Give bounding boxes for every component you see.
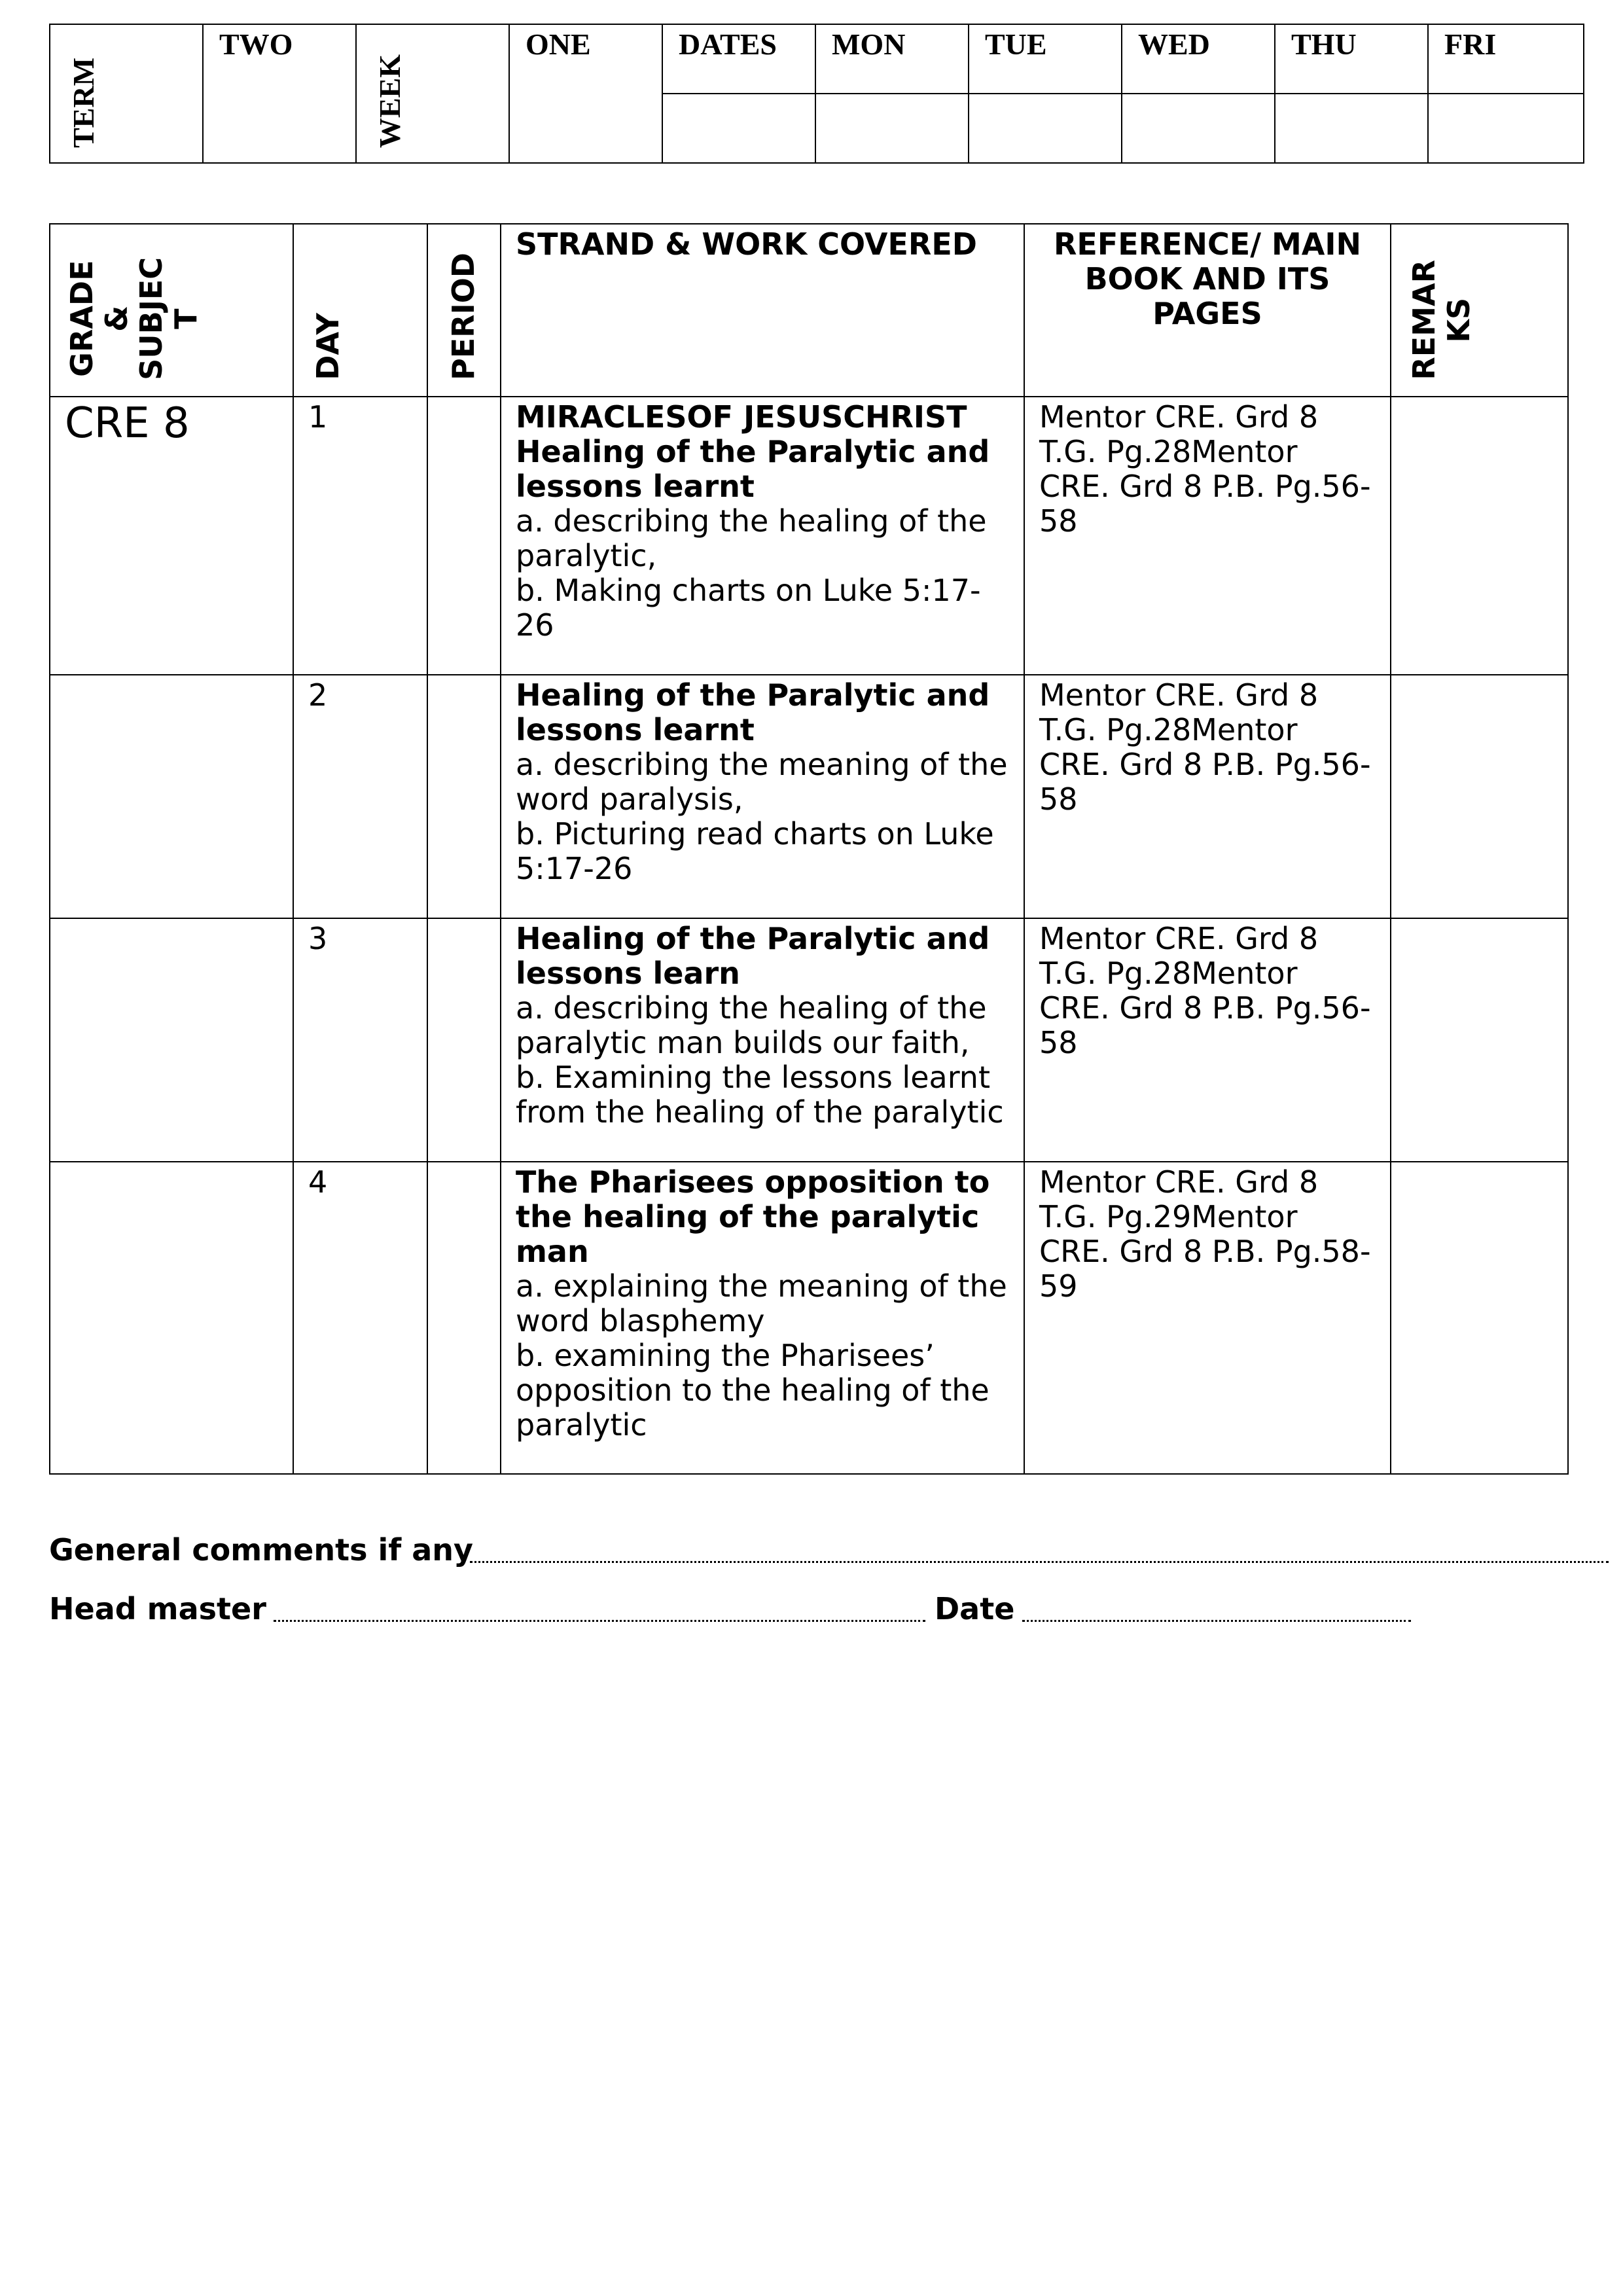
day-cell: 4 [293,1162,427,1474]
day-cell: 2 [293,675,427,918]
strand-topic: MIRACLESOF JESUSCHRIST [516,399,967,435]
term-week-header [49,24,1584,164]
headmaster-signature-line[interactable] [274,1620,925,1622]
table-row [50,397,1568,675]
reference-cell: Mentor CRE. Grd 8 T.G. Pg.28Mentor CRE. Grd 8 P.B. Pg.56-58 [1024,397,1391,675]
strand-cell [501,1162,1024,1474]
strand-detail: a. describing the meaning of the word paralysis, [516,747,1008,817]
strand-detail: b. Examining the lessons learnt from the healing of the paralytic [516,1060,1004,1130]
date-label: Date [935,1591,1015,1626]
strand-detail: b. Making charts on Luke 5:17-26 [516,573,981,643]
reference-cell: Mentor CRE. Grd 8 T.G. Pg.28Mentor CRE. Grd 8 P.B. Pg.56-58 [1024,918,1391,1162]
dates-label: DATES [662,24,815,94]
date-line[interactable] [1022,1620,1411,1622]
period-cell [427,397,501,675]
strand-topic: The Pharisees opposition to the healing of the paralytic man [516,1164,990,1269]
term-label: TERM [67,58,100,148]
strand-detail: a. explaining the meaning of the word blasphemy [516,1268,1007,1338]
grade-cell [50,918,293,1162]
fri-date-cell [1428,94,1584,163]
wed-date-cell [1122,94,1275,163]
day-cell: 3 [293,918,427,1162]
headmaster-label: Head master [49,1591,266,1626]
strand-topic: Healing of the Paralytic and lessons learn [516,921,990,991]
general-comments-label: General comments if any [49,1532,474,1568]
week-label: WEEK [373,54,406,148]
reference-cell: Mentor CRE. Grd 8 T.G. Pg.29Mentor CRE. Grd 8 P.B. Pg.58-59 [1024,1162,1391,1474]
grade-cell [50,1162,293,1474]
dates-value-cell [662,94,815,163]
day-mon-label: MON [815,24,969,94]
strand-detail: b. examining the Pharisees’ opposition to the healing of the paralytic [516,1338,990,1443]
day-wed-label: WED [1122,24,1275,94]
table-header-row [50,224,1568,397]
day-thu-label: THU [1275,24,1428,94]
term-value: TWO [203,24,356,163]
remarks-cell [1391,397,1568,675]
remarks-header-text: REMAR KS [1406,260,1476,380]
day-fri-label: FRI [1428,24,1584,94]
remarks-cell [1391,1162,1568,1474]
table-row [50,918,1568,1162]
day-header-text: DAY [310,313,346,380]
period-cell [427,1162,501,1474]
week-value: ONE [509,24,662,163]
remarks-cell [1391,675,1568,918]
remarks-cell [1391,918,1568,1162]
day-tue-label: TUE [969,24,1122,94]
tue-date-cell [969,94,1122,163]
strand-cell [501,918,1024,1162]
term-label-cell [50,24,203,163]
reference-cell: Mentor CRE. Grd 8 T.G. Pg.28Mentor CRE. Grd 8 P.B. Pg.56-58 [1024,675,1391,918]
grade-subject-header-text: GRADE & SUBJEC T [64,257,204,380]
strand-detail: b. Picturing read charts on Luke 5:17-26 [516,816,994,886]
period-cell [427,675,501,918]
day-header [293,224,427,397]
table-row [50,675,1568,918]
strand-topic: Healing of the Paralytic and lessons learnt [516,434,990,504]
lesson-plan-table [49,223,1569,1475]
strand-detail: a. describing the healing of the paralytic, [516,503,987,573]
reference-header: REFERENCE/ MAIN BOOK AND ITS PAGES [1024,224,1391,397]
remarks-header [1391,224,1568,397]
table-row [50,1162,1568,1474]
strand-cell [501,675,1024,918]
period-header-text: PERIOD [446,253,481,380]
mon-date-cell [815,94,969,163]
thu-date-cell [1275,94,1428,163]
grade-subject-header [50,224,293,397]
period-cell [427,918,501,1162]
strand-detail: a. describing the healing of the paralytic man builds our faith, [516,990,987,1060]
strand-topic: Healing of the Paralytic and lessons learnt [516,677,990,747]
week-label-cell [356,24,509,163]
general-comments-line[interactable] [470,1561,1609,1563]
grade-cell: CRE 8 [50,397,293,675]
day-cell: 1 [293,397,427,675]
grade-cell [50,675,293,918]
strand-cell [501,397,1024,675]
period-header [427,224,501,397]
strand-header: STRAND & WORK COVERED [501,224,1024,397]
